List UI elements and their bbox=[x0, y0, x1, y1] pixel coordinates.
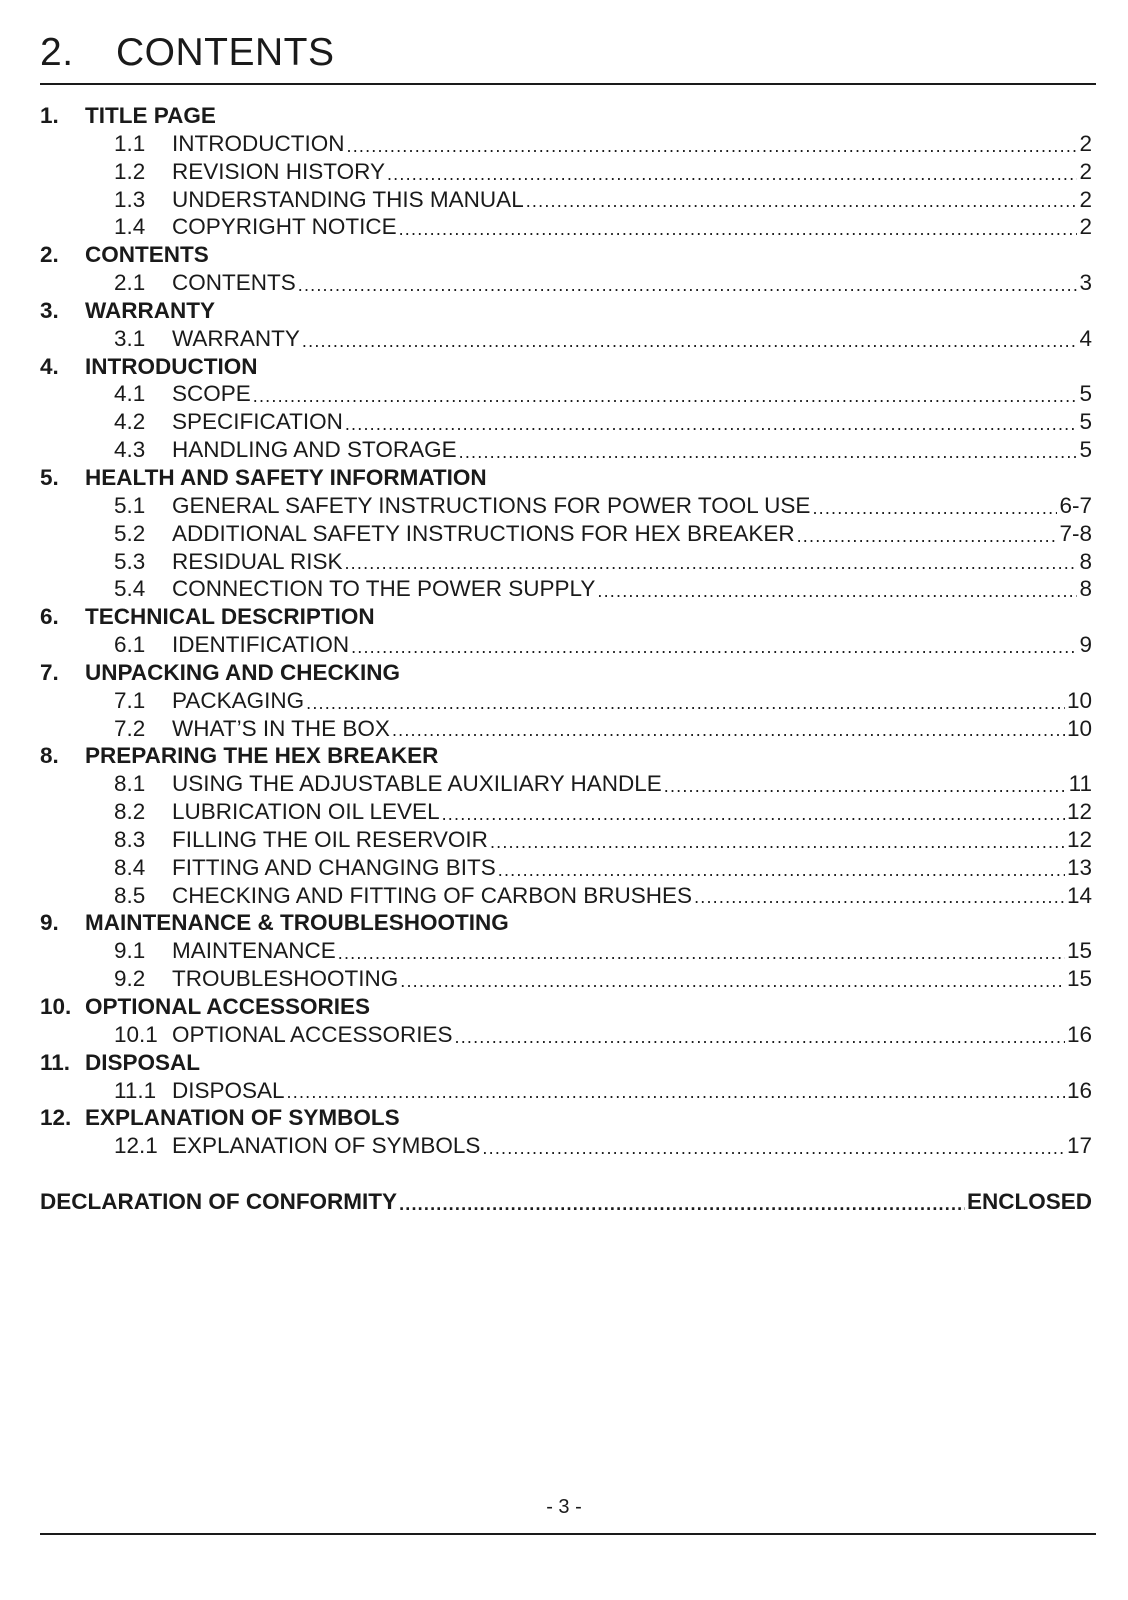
toc-section-title: OPTIONAL ACCESSORIES bbox=[85, 994, 371, 1019]
toc-entry-number: 1.1 bbox=[114, 130, 146, 156]
toc-section-title: MAINTENANCE & TROUBLESHOOTING bbox=[85, 910, 509, 936]
toc-spacer bbox=[40, 1160, 1092, 1188]
toc-section-number: 10. bbox=[40, 994, 72, 1019]
toc-dot-leader bbox=[442, 798, 1065, 826]
toc-entry-title: DISPOSAL bbox=[172, 1077, 285, 1103]
toc-entry-title: ADDITIONAL SAFETY INSTRUCTIONS FOR HEX BREAKER bbox=[172, 520, 795, 546]
toc-section-heading[interactable] bbox=[40, 909, 1092, 937]
toc-entry-page: 3 bbox=[1079, 270, 1092, 296]
toc-entry[interactable] bbox=[40, 436, 1092, 464]
toc-entry-page: 8 bbox=[1079, 548, 1092, 574]
toc-dot-leader bbox=[306, 687, 1065, 715]
toc-dot-leader bbox=[399, 1188, 965, 1216]
toc-dot-leader bbox=[490, 826, 1065, 854]
toc-entry-number: 8.1 bbox=[114, 771, 146, 797]
toc-entry-title: FILLING THE OIL RESERVOIR bbox=[172, 826, 488, 852]
toc-entry-page: 16 bbox=[1066, 1021, 1092, 1047]
toc-section-heading[interactable] bbox=[40, 659, 1092, 687]
toc-section-title: DISPOSAL bbox=[85, 1049, 201, 1075]
toc-dot-leader bbox=[347, 130, 1078, 158]
toc-entry[interactable] bbox=[40, 548, 1092, 576]
toc-entry-title: USING THE ADJUSTABLE AUXILIARY HANDLE bbox=[172, 771, 662, 797]
toc-dot-leader bbox=[455, 1021, 1065, 1049]
toc-section-title: CONTENTS bbox=[85, 242, 209, 268]
toc-dot-leader bbox=[387, 158, 1078, 186]
toc-entry-page: 12 bbox=[1066, 826, 1092, 852]
toc-entry-page: 15 bbox=[1066, 938, 1092, 964]
toc-entry-number: 1.4 bbox=[114, 214, 146, 240]
page-title-number: 2. bbox=[40, 31, 74, 74]
toc-entry-number: 7.2 bbox=[114, 715, 146, 741]
toc-entry[interactable] bbox=[40, 965, 1092, 993]
toc-entry-page: 10 bbox=[1066, 687, 1092, 713]
toc-entry[interactable] bbox=[40, 130, 1092, 158]
toc-entry-title: RESIDUAL RISK bbox=[172, 548, 343, 574]
toc-entry[interactable] bbox=[40, 1132, 1092, 1160]
toc-entry[interactable] bbox=[40, 408, 1092, 436]
toc-entry-page: 2 bbox=[1079, 186, 1092, 212]
toc-entry-page: 11 bbox=[1068, 771, 1092, 797]
toc-entry-number: 2.1 bbox=[114, 270, 146, 296]
toc-section-number: 7. bbox=[40, 659, 59, 685]
table-of-contents bbox=[40, 102, 1092, 1216]
toc-dot-leader bbox=[459, 436, 1078, 464]
toc-section-heading[interactable] bbox=[40, 742, 1092, 770]
toc-entry-number: 5.1 bbox=[114, 492, 146, 518]
toc-entry[interactable] bbox=[40, 325, 1092, 353]
toc-entry-title: FITTING AND CHANGING BITS bbox=[172, 854, 496, 880]
toc-entry-page: 12 bbox=[1066, 799, 1092, 825]
toc-entry-title: SPECIFICATION bbox=[172, 409, 343, 435]
toc-entry-number: 9.1 bbox=[114, 938, 146, 964]
toc-section-title: WARRANTY bbox=[85, 297, 215, 323]
toc-entry-page: 9 bbox=[1079, 632, 1092, 658]
declaration-page: ENCLOSED bbox=[966, 1189, 1092, 1215]
toc-section-number: 6. bbox=[40, 604, 59, 630]
toc-entry-number: 8.5 bbox=[114, 882, 146, 908]
header-divider bbox=[40, 83, 1096, 85]
toc-dot-leader bbox=[797, 520, 1058, 548]
toc-entry-title: COPYRIGHT NOTICE bbox=[172, 214, 397, 240]
toc-entry-number: 4.3 bbox=[114, 437, 146, 463]
toc-entry-page: 2 bbox=[1079, 130, 1092, 156]
toc-section-heading[interactable] bbox=[40, 102, 1092, 130]
toc-entry-page: 14 bbox=[1066, 882, 1092, 908]
toc-section-heading[interactable] bbox=[40, 1104, 1092, 1132]
toc-dot-leader bbox=[526, 186, 1078, 214]
toc-entry-number: 8.4 bbox=[114, 854, 146, 880]
toc-entry[interactable] bbox=[40, 158, 1092, 186]
toc-section-heading[interactable] bbox=[40, 464, 1092, 492]
toc-entry[interactable] bbox=[40, 380, 1092, 408]
toc-entry-title: INTRODUCTION bbox=[172, 130, 345, 156]
toc-entry-number: 4.2 bbox=[114, 409, 146, 435]
toc-entry-page: 7-8 bbox=[1059, 520, 1092, 546]
toc-entry[interactable] bbox=[40, 826, 1092, 854]
toc-entry[interactable] bbox=[40, 269, 1092, 297]
toc-entry-page: 10 bbox=[1066, 715, 1092, 741]
toc-entry-page: 5 bbox=[1079, 409, 1092, 435]
toc-entry[interactable] bbox=[40, 798, 1092, 826]
toc-dot-leader bbox=[664, 770, 1067, 798]
toc-entry-title: PACKAGING bbox=[172, 687, 305, 713]
toc-entry-title: OPTIONAL ACCESSORIES bbox=[172, 1021, 453, 1047]
toc-entry-title: IDENTIFICATION bbox=[172, 632, 350, 658]
toc-section-heading[interactable] bbox=[40, 993, 1092, 1021]
toc-dot-leader bbox=[302, 325, 1078, 353]
toc-entry-page: 8 bbox=[1079, 576, 1092, 602]
toc-entry-title: WHAT’S IN THE BOX bbox=[172, 715, 390, 741]
toc-entry-number: 3.1 bbox=[114, 325, 146, 351]
toc-entry-title: GENERAL SAFETY INSTRUCTIONS FOR POWER TOOL USE bbox=[172, 492, 811, 518]
toc-dot-leader bbox=[400, 965, 1065, 993]
toc-section-heading[interactable] bbox=[40, 297, 1092, 325]
toc-section-title: EXPLANATION OF SYMBOLS bbox=[85, 1105, 400, 1131]
toc-section-number: 12. bbox=[40, 1105, 72, 1131]
toc-entry[interactable] bbox=[40, 492, 1092, 520]
page-header bbox=[40, 28, 1096, 78]
toc-entry-number: 11.1 bbox=[114, 1077, 157, 1103]
toc-entry-number: 6.1 bbox=[114, 632, 146, 658]
toc-entry-title: SCOPE bbox=[172, 381, 251, 407]
toc-entry-page: 17 bbox=[1066, 1133, 1092, 1159]
toc-dot-leader bbox=[287, 1077, 1065, 1105]
toc-entry[interactable] bbox=[40, 715, 1092, 743]
toc-entry-title: LUBRICATION OIL LEVEL bbox=[172, 799, 440, 825]
toc-entry-title: CONNECTION TO THE POWER SUPPLY bbox=[172, 576, 596, 602]
toc-section-title: INTRODUCTION bbox=[85, 353, 258, 379]
toc-declaration[interactable] bbox=[40, 1188, 1092, 1216]
toc-dot-leader bbox=[694, 882, 1065, 910]
footer-page-number: - 3 - bbox=[546, 1496, 582, 1518]
toc-entry-number: 5.3 bbox=[114, 548, 146, 574]
toc-entry-title: HANDLING AND STORAGE bbox=[172, 437, 457, 463]
footer-divider bbox=[40, 1533, 1096, 1535]
toc-section-title: PREPARING THE HEX BREAKER bbox=[85, 743, 439, 769]
toc-section-number: 5. bbox=[40, 464, 59, 490]
toc-section-title: TECHNICAL DESCRIPTION bbox=[85, 604, 375, 630]
toc-entry-number: 9.2 bbox=[114, 966, 146, 992]
toc-entry-page: 4 bbox=[1079, 325, 1092, 351]
toc-dot-leader bbox=[351, 631, 1077, 659]
toc-dot-leader bbox=[338, 937, 1065, 965]
toc-entry[interactable] bbox=[40, 687, 1092, 715]
toc-section-title: TITLE PAGE bbox=[85, 103, 216, 128]
toc-dot-leader bbox=[399, 213, 1078, 241]
toc-entry-number: 4.1 bbox=[114, 381, 146, 407]
toc-dot-leader bbox=[498, 854, 1065, 882]
toc-entry[interactable] bbox=[40, 854, 1092, 882]
toc-section-number: 2. bbox=[40, 242, 59, 268]
toc-dot-leader bbox=[345, 408, 1078, 436]
toc-entry[interactable] bbox=[40, 631, 1092, 659]
toc-entry[interactable] bbox=[40, 1077, 1092, 1105]
toc-entry-title: EXPLANATION OF SYMBOLS bbox=[172, 1133, 481, 1159]
toc-entry-title: CONTENTS bbox=[172, 270, 296, 296]
toc-entry[interactable] bbox=[40, 1021, 1092, 1049]
toc-entry-page: 13 bbox=[1066, 854, 1092, 880]
toc-entry-page: 5 bbox=[1079, 381, 1092, 407]
toc-entry-page: 16 bbox=[1066, 1077, 1092, 1103]
toc-entry[interactable] bbox=[40, 213, 1092, 241]
declaration-title: DECLARATION OF CONFORMITY bbox=[40, 1189, 398, 1215]
toc-entry[interactable] bbox=[40, 882, 1092, 910]
toc-dot-leader bbox=[344, 548, 1077, 576]
toc-entry-title: TROUBLESHOOTING bbox=[172, 966, 399, 992]
toc-entry-title: REVISION HISTORY bbox=[172, 158, 385, 184]
toc-entry-page: 5 bbox=[1079, 437, 1092, 463]
toc-section-title: UNPACKING AND CHECKING bbox=[85, 659, 400, 685]
toc-entry-number: 7.1 bbox=[114, 687, 146, 713]
toc-dot-leader bbox=[482, 1132, 1065, 1160]
toc-dot-leader bbox=[812, 492, 1057, 520]
page-title-text: CONTENTS bbox=[116, 31, 335, 74]
toc-entry[interactable] bbox=[40, 520, 1092, 548]
toc-section-number: 9. bbox=[40, 910, 59, 936]
toc-section-number: 3. bbox=[40, 297, 59, 323]
toc-entry-page: 2 bbox=[1079, 214, 1092, 240]
toc-section-number: 11. bbox=[40, 1049, 71, 1075]
toc-section-heading[interactable] bbox=[40, 353, 1092, 381]
toc-entry-number: 8.2 bbox=[114, 799, 146, 825]
toc-entry-page: 15 bbox=[1066, 966, 1092, 992]
page-title bbox=[40, 28, 1096, 78]
toc-entry-number: 5.4 bbox=[114, 576, 146, 602]
toc-entry-title: CHECKING AND FITTING OF CARBON BRUSHES bbox=[172, 882, 693, 908]
toc-dot-leader bbox=[253, 380, 1078, 408]
toc-entry[interactable] bbox=[40, 575, 1092, 603]
toc-section-number: 1. bbox=[40, 103, 59, 128]
toc-dot-leader bbox=[597, 575, 1077, 603]
toc-entry-number: 12.1 bbox=[114, 1133, 158, 1159]
toc-entry[interactable] bbox=[40, 186, 1092, 214]
toc-entry-number: 10.1 bbox=[114, 1021, 158, 1047]
toc-section-number: 8. bbox=[40, 743, 59, 769]
toc-entry-number: 5.2 bbox=[114, 520, 146, 546]
toc-entry-number: 1.2 bbox=[114, 158, 146, 184]
toc-entry-title: WARRANTY bbox=[172, 325, 300, 351]
toc-entry-title: UNDERSTANDING THIS MANUAL bbox=[172, 186, 524, 212]
toc-entry-title: MAINTENANCE bbox=[172, 938, 336, 964]
toc-dot-leader bbox=[298, 269, 1078, 297]
toc-entry-page: 2 bbox=[1079, 158, 1092, 184]
toc-section-heading[interactable] bbox=[40, 1049, 1092, 1077]
toc-entry-page: 6-7 bbox=[1059, 492, 1092, 518]
toc-section-heading[interactable] bbox=[40, 603, 1092, 631]
toc-entry[interactable] bbox=[40, 770, 1092, 798]
toc-dot-leader bbox=[392, 715, 1065, 743]
toc-section-number: 4. bbox=[40, 353, 59, 379]
toc-section-heading[interactable] bbox=[40, 241, 1092, 269]
toc-entry[interactable] bbox=[40, 937, 1092, 965]
toc-entry-number: 8.3 bbox=[114, 826, 146, 852]
toc-entry-number: 1.3 bbox=[114, 186, 146, 212]
toc-section-title: HEALTH AND SAFETY INFORMATION bbox=[85, 464, 487, 490]
